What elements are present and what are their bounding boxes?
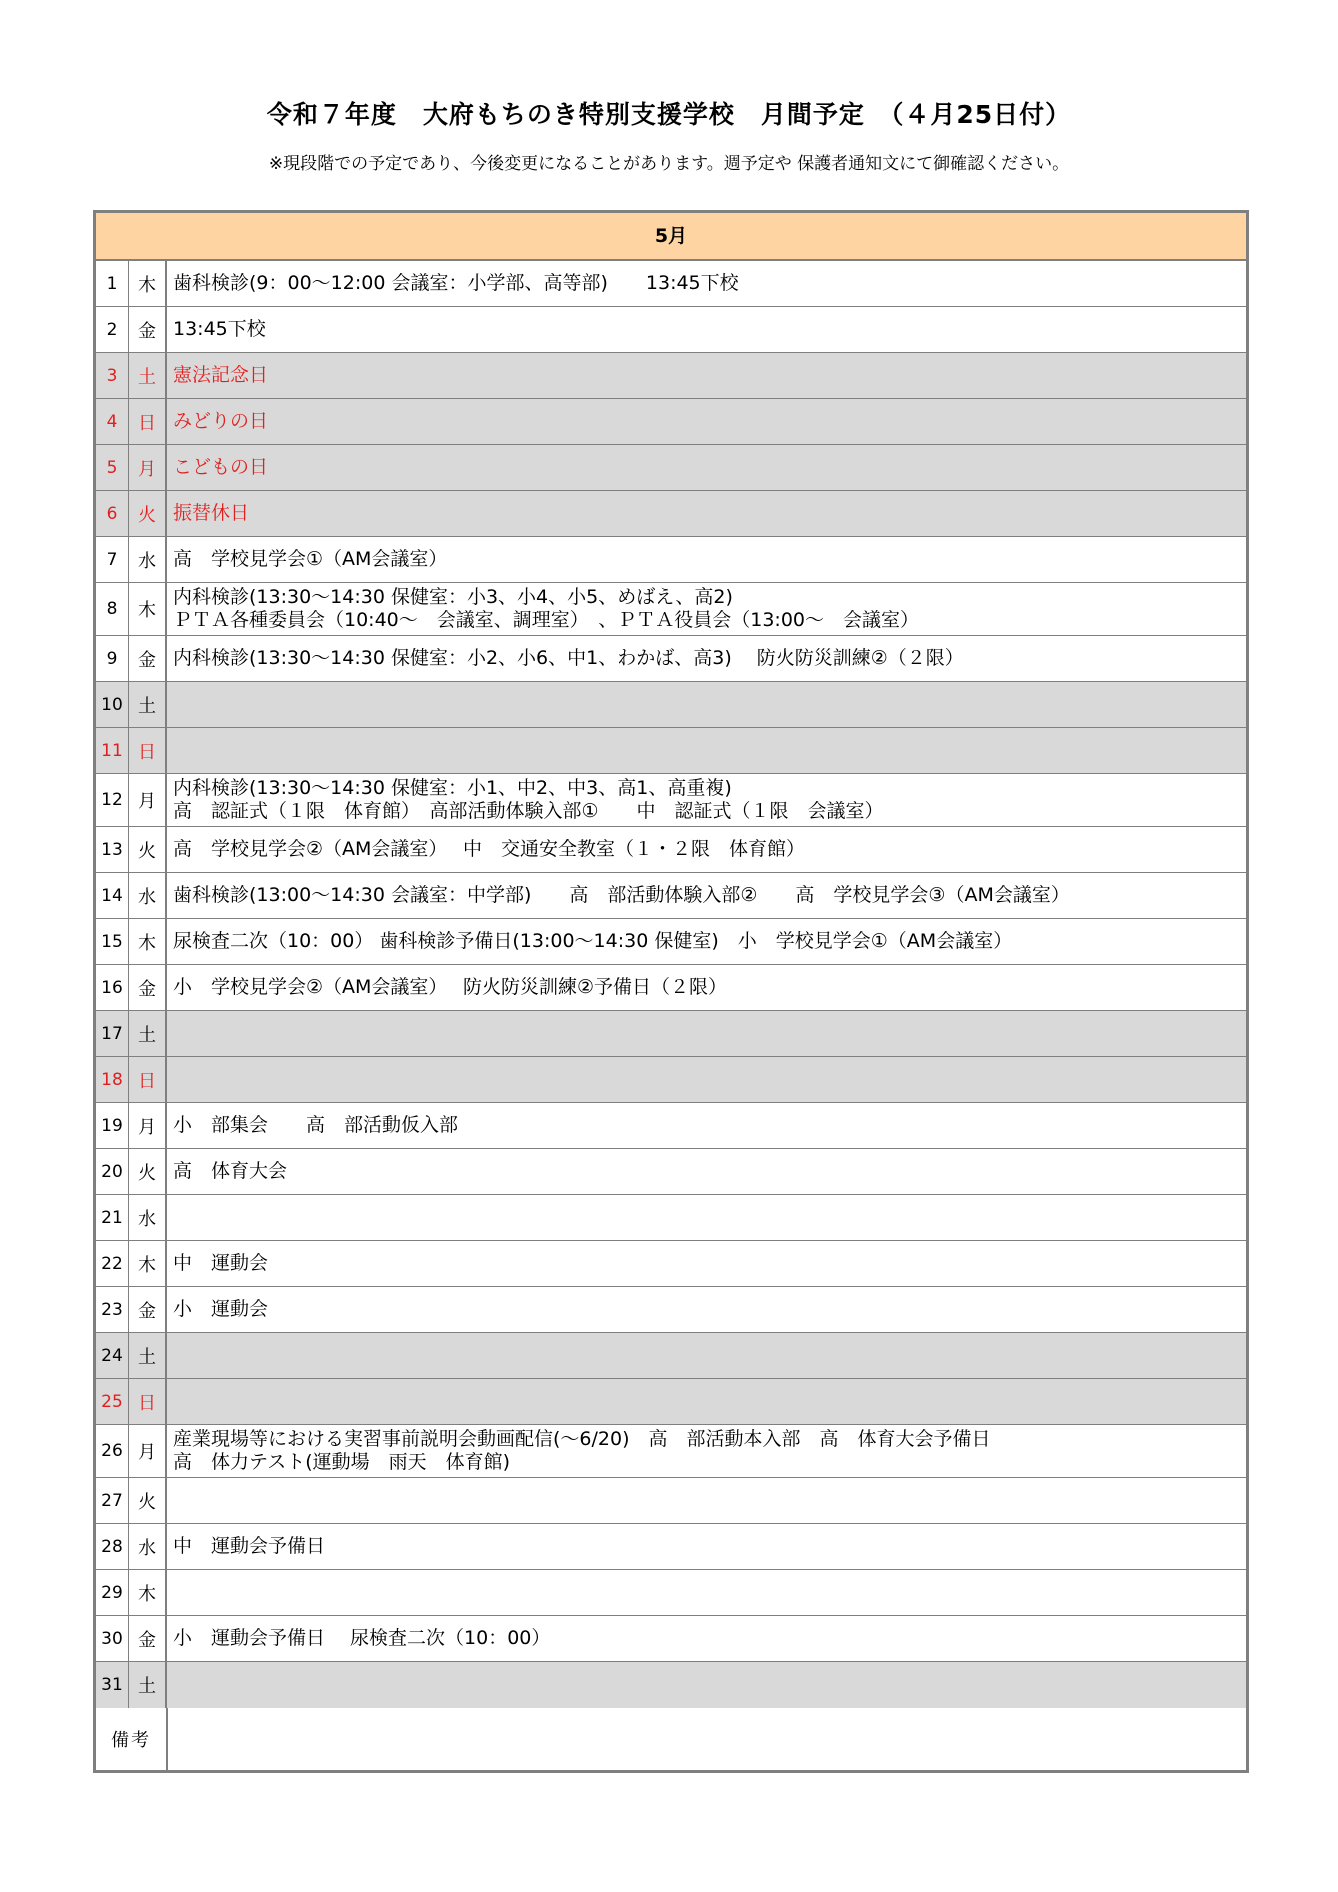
schedule-table xyxy=(93,210,1249,1773)
weekday: 日 xyxy=(129,1057,167,1102)
day-number: 22 xyxy=(96,1241,129,1286)
event-line: 尿検査二次（10：00） 歯科検診予備日(13:00～14:30 保健室) 小 学校見学会①（AM会議室） xyxy=(173,930,1013,952)
weekday: 土 xyxy=(129,1662,167,1708)
day-number: 6 xyxy=(96,491,129,536)
events-cell xyxy=(167,965,1246,1010)
weekday: 木 xyxy=(129,1241,167,1286)
event-line: 高 体力テスト(運動場 雨天 体育館) xyxy=(173,1451,511,1473)
schedule-row xyxy=(96,1524,1246,1570)
day-number: 14 xyxy=(96,873,129,918)
events-cell xyxy=(167,728,1246,773)
events-cell xyxy=(167,1333,1246,1378)
weekday: 金 xyxy=(129,636,167,681)
day-number: 1 xyxy=(96,261,129,306)
weekday: 木 xyxy=(129,919,167,964)
event-line: 産業現場等における実習事前説明会動画配信(～6/20) 高 部活動本入部 高 体育大会予備日 xyxy=(173,1428,991,1450)
schedule-row xyxy=(96,1287,1246,1333)
schedule-row xyxy=(96,682,1246,728)
day-number: 20 xyxy=(96,1149,129,1194)
events-cell xyxy=(167,353,1246,398)
schedule-row xyxy=(96,1011,1246,1057)
events-cell xyxy=(167,1662,1246,1708)
schedule-row xyxy=(96,353,1246,399)
events-cell xyxy=(167,1241,1246,1286)
schedule-row xyxy=(96,261,1246,307)
day-number: 21 xyxy=(96,1195,129,1240)
schedule-row xyxy=(96,445,1246,491)
weekday: 水 xyxy=(129,1524,167,1569)
weekday: 水 xyxy=(129,873,167,918)
events-cell xyxy=(167,491,1246,536)
weekday: 木 xyxy=(129,261,167,306)
event-line: 高 学校見学会①（AM会議室） xyxy=(173,548,448,570)
schedule-row xyxy=(96,873,1246,919)
events-cell xyxy=(167,1287,1246,1332)
schedule-row xyxy=(96,827,1246,873)
day-number: 26 xyxy=(96,1425,129,1477)
schedule-row xyxy=(96,1662,1246,1708)
weekday: 土 xyxy=(129,1333,167,1378)
day-number: 11 xyxy=(96,728,129,773)
schedule-row xyxy=(96,774,1246,827)
events-cell xyxy=(167,1149,1246,1194)
weekday: 水 xyxy=(129,537,167,582)
day-number: 23 xyxy=(96,1287,129,1332)
schedule-row xyxy=(96,919,1246,965)
day-number: 28 xyxy=(96,1524,129,1569)
events-cell xyxy=(167,537,1246,582)
day-number: 9 xyxy=(96,636,129,681)
weekday: 月 xyxy=(129,774,167,826)
event-line: 歯科検診(9：00～12:00 会議室：小学部、高等部) 13:45下校 xyxy=(173,272,739,294)
events-cell xyxy=(167,636,1246,681)
event-line: 高 学校見学会②（AM会議室） 中 交通安全教室（１・２限 体育館） xyxy=(173,838,805,860)
event-line: 13:45下校 xyxy=(173,318,266,340)
schedule-row xyxy=(96,636,1246,682)
schedule-row xyxy=(96,1425,1246,1478)
day-number: 19 xyxy=(96,1103,129,1148)
event-line: 中 運動会 xyxy=(173,1252,269,1274)
remarks-row xyxy=(96,1708,1246,1770)
schedule-row xyxy=(96,1333,1246,1379)
event-line: 高 体育大会 xyxy=(173,1160,288,1182)
events-cell xyxy=(167,445,1246,490)
schedule-row xyxy=(96,1478,1246,1524)
event-line: 小 部集会 高 部活動仮入部 xyxy=(173,1114,459,1136)
weekday: 土 xyxy=(129,1011,167,1056)
weekday: 月 xyxy=(129,1425,167,1477)
day-number: 31 xyxy=(96,1662,129,1708)
schedule-rows xyxy=(96,261,1246,1708)
schedule-row xyxy=(96,728,1246,774)
events-cell xyxy=(167,827,1246,872)
schedule-row xyxy=(96,1241,1246,1287)
month-header: 5月 xyxy=(96,213,1246,261)
weekday: 火 xyxy=(129,1149,167,1194)
schedule-row xyxy=(96,583,1246,636)
day-number: 16 xyxy=(96,965,129,1010)
weekday: 金 xyxy=(129,307,167,352)
weekday: 木 xyxy=(129,583,167,635)
weekday: 日 xyxy=(129,399,167,444)
day-number: 29 xyxy=(96,1570,129,1615)
event-line: こどもの日 xyxy=(173,456,269,478)
events-cell xyxy=(167,1103,1246,1148)
schedule-row xyxy=(96,1057,1246,1103)
schedule-row xyxy=(96,491,1246,537)
day-number: 4 xyxy=(96,399,129,444)
day-number: 5 xyxy=(96,445,129,490)
weekday: 土 xyxy=(129,353,167,398)
events-cell xyxy=(167,1616,1246,1661)
weekday: 土 xyxy=(129,682,167,727)
events-cell xyxy=(167,1195,1246,1240)
events-cell xyxy=(167,261,1246,306)
events-cell xyxy=(167,307,1246,352)
events-cell xyxy=(167,873,1246,918)
events-cell xyxy=(167,1524,1246,1569)
schedule-row xyxy=(96,1103,1246,1149)
schedule-row xyxy=(96,1379,1246,1425)
weekday: 水 xyxy=(129,1195,167,1240)
day-number: 3 xyxy=(96,353,129,398)
event-line: 高 認証式（１限 体育館） 高部活動体験入部① 中 認証式（１限 会議室） xyxy=(173,800,884,822)
events-cell xyxy=(167,774,1246,826)
schedule-row xyxy=(96,1195,1246,1241)
day-number: 24 xyxy=(96,1333,129,1378)
event-line: 小 運動会予備日 尿検査二次（10：00） xyxy=(173,1627,551,1649)
day-number: 2 xyxy=(96,307,129,352)
weekday: 月 xyxy=(129,445,167,490)
events-cell xyxy=(167,1379,1246,1424)
day-number: 17 xyxy=(96,1011,129,1056)
event-line: 内科検診(13:30～14:30 保健室：小1、中2、中3、高1、高重複) xyxy=(173,777,732,799)
page-note: ※現段階での予定であり、今後変更になることがあります。週予定や 保護者通知文にて御確認ください。 xyxy=(268,154,1070,174)
day-number: 13 xyxy=(96,827,129,872)
day-number: 27 xyxy=(96,1478,129,1523)
events-cell xyxy=(167,919,1246,964)
weekday: 日 xyxy=(129,1379,167,1424)
weekday: 火 xyxy=(129,827,167,872)
events-cell xyxy=(167,1011,1246,1056)
day-number: 10 xyxy=(96,682,129,727)
event-line: 憲法記念日 xyxy=(173,364,269,386)
events-cell xyxy=(167,1478,1246,1523)
day-number: 25 xyxy=(96,1379,129,1424)
weekday: 日 xyxy=(129,728,167,773)
weekday: 月 xyxy=(129,1103,167,1148)
weekday: 火 xyxy=(129,491,167,536)
remarks-label: 備考 xyxy=(96,1708,168,1770)
weekday: 木 xyxy=(129,1570,167,1615)
event-line: 小 学校見学会②（AM会議室） 防火防災訓練②予備日（２限） xyxy=(173,976,727,998)
schedule-row xyxy=(96,965,1246,1011)
schedule-row xyxy=(96,399,1246,445)
schedule-row xyxy=(96,307,1246,353)
event-line: 内科検診(13:30～14:30 保健室：小2、小6、中1、わかば、高3) 防火防災訓練②（２限） xyxy=(173,647,964,669)
schedule-row xyxy=(96,1616,1246,1662)
schedule-row xyxy=(96,1570,1246,1616)
day-number: 7 xyxy=(96,537,129,582)
event-line: 中 運動会予備日 xyxy=(173,1535,326,1557)
day-number: 12 xyxy=(96,774,129,826)
schedule-row xyxy=(96,1149,1246,1195)
day-number: 8 xyxy=(96,583,129,635)
schedule-row xyxy=(96,537,1246,583)
event-line: 小 運動会 xyxy=(173,1298,269,1320)
event-line: 振替休日 xyxy=(173,502,250,524)
remarks-cell xyxy=(168,1708,1246,1770)
events-cell xyxy=(167,1570,1246,1615)
page-title: 令和７年度 大府もちのき特別支援学校 月間予定 （４月25日付） xyxy=(266,100,1072,129)
event-line: ＰＴＡ各種委員会（10:40～ 会議室、調理室） 、ＰＴＡ役員会（13:00～ 会議室） xyxy=(173,609,920,631)
events-cell xyxy=(167,682,1246,727)
weekday: 火 xyxy=(129,1478,167,1523)
events-cell xyxy=(167,583,1246,635)
day-number: 18 xyxy=(96,1057,129,1102)
events-cell xyxy=(167,1425,1246,1477)
event-line: 歯科検診(13:00～14:30 会議室：中学部) 高 部活動体験入部② 高 学校見学会③（AM会議室） xyxy=(173,884,1070,906)
day-number: 30 xyxy=(96,1616,129,1661)
events-cell xyxy=(167,399,1246,444)
weekday: 金 xyxy=(129,1287,167,1332)
day-number: 15 xyxy=(96,919,129,964)
events-cell xyxy=(167,1057,1246,1102)
weekday: 金 xyxy=(129,965,167,1010)
weekday: 金 xyxy=(129,1616,167,1661)
event-line: みどりの日 xyxy=(173,410,269,432)
event-line: 内科検診(13:30～14:30 保健室：小3、小4、小5、めばえ、高2) xyxy=(173,586,733,608)
